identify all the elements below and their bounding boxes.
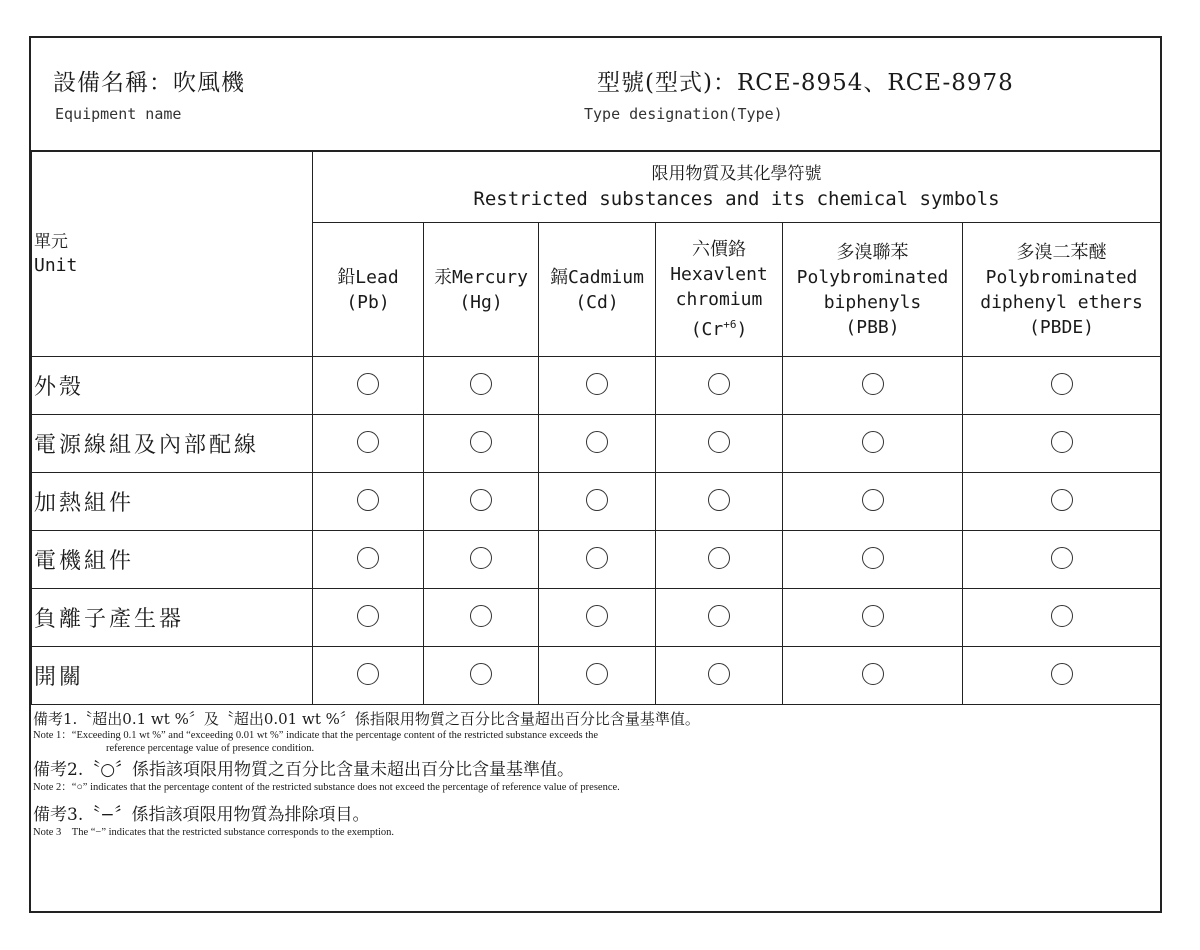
symbol-close: ) <box>736 319 748 340</box>
mark-cell <box>963 589 1161 647</box>
circle-mark-icon <box>862 489 884 511</box>
circle-mark-icon <box>1051 605 1073 627</box>
type-designation-en: Type designation(Type) <box>584 105 783 123</box>
circle-mark-icon <box>586 431 608 453</box>
column-header-line: chromium <box>675 289 763 310</box>
note-2-en: Note 2：“○” indicates that the percentage content of the restricted substance does not exceed the percentage of reference value of presence. <box>33 782 620 793</box>
rohs-declaration-document <box>29 36 1162 913</box>
mark-cell <box>783 589 963 647</box>
circle-mark-icon <box>586 373 608 395</box>
column-header-cadmium <box>539 223 656 357</box>
column-header-pbde <box>963 223 1161 357</box>
row-label: 開關 <box>32 647 313 705</box>
mark-cell <box>963 357 1161 415</box>
note-2-zh: 備考2.〝○〞係指該項限用物質之百分比含量未超出百分比含量基準值。 <box>33 760 575 780</box>
mark-cell <box>963 473 1161 531</box>
column-header-pbb <box>783 223 963 357</box>
equipment-name-en: Equipment name <box>55 105 182 123</box>
circle-mark-icon <box>586 605 608 627</box>
note-1-en-continued: reference percentage value of presence condition. <box>106 743 315 754</box>
mark-cell <box>963 415 1161 473</box>
mark-cell <box>539 531 656 589</box>
column-header-line: 鎘Cadmium <box>550 266 644 288</box>
mark-cell <box>783 357 963 415</box>
unit-label-zh: 單元 <box>34 231 68 252</box>
circle-mark-icon <box>862 663 884 685</box>
column-header-line: (Pb) <box>346 291 390 313</box>
column-header-line: Hexavlent <box>670 264 768 285</box>
table-row <box>32 473 1161 531</box>
column-header-line: 六價鉻 <box>692 239 746 260</box>
mark-cell <box>539 589 656 647</box>
unit-header-cell <box>32 151 313 357</box>
column-header-lead <box>313 223 424 357</box>
mark-cell <box>539 357 656 415</box>
column-header-hexavalent-chromium <box>656 223 783 357</box>
row-label: 電機組件 <box>32 531 313 589</box>
mark-cell <box>313 415 424 473</box>
note-1-zh: 備考1.〝超出0.1 wt %〞及〝超出0.01 wt %〞係指限用物質之百分比含量超出百分比含量基準值。 <box>33 710 700 728</box>
mark-cell <box>656 415 783 473</box>
mark-cell <box>656 647 783 705</box>
symbol-text: (Cr <box>690 319 724 340</box>
circle-mark-icon <box>1051 431 1073 453</box>
circle-mark-icon <box>357 489 379 511</box>
mark-cell <box>963 647 1161 705</box>
circle-mark-icon <box>862 547 884 569</box>
note-1-en: Note 1：“Exceeding 0.1 wt %” and “exceeding 0.01 wt %” indicate that the percentage content of the restricted substance exceeds the <box>33 730 599 741</box>
circle-mark-icon <box>1051 663 1073 685</box>
mark-cell <box>424 415 539 473</box>
notes-section <box>33 710 1158 839</box>
circle-mark-icon <box>470 431 492 453</box>
circle-mark-icon <box>1051 547 1073 569</box>
circle-mark-icon <box>357 431 379 453</box>
circle-mark-icon <box>357 605 379 627</box>
mark-cell <box>783 415 963 473</box>
column-header-line: (Cd) <box>575 291 619 313</box>
mark-cell <box>783 473 963 531</box>
mark-cell <box>313 357 424 415</box>
column-header-line: 多溴二苯醚 <box>1016 241 1107 263</box>
column-header-line: Polybrominated <box>985 266 1138 288</box>
substances-title-en: Restricted substances and its chemical symbols <box>473 187 1000 210</box>
column-header-symbol <box>656 312 782 342</box>
mark-cell <box>539 473 656 531</box>
circle-mark-icon <box>708 547 730 569</box>
circle-mark-icon <box>470 663 492 685</box>
column-header-line: (PBDE) <box>1029 316 1095 338</box>
circle-mark-icon <box>1051 489 1073 511</box>
row-label: 外殼 <box>32 357 313 415</box>
column-header-line: diphenyl ethers <box>980 291 1143 313</box>
mark-cell <box>656 589 783 647</box>
mark-cell <box>539 647 656 705</box>
circle-mark-icon <box>708 663 730 685</box>
table-body <box>32 357 1161 705</box>
circle-mark-icon <box>586 663 608 685</box>
table-row <box>32 647 1161 705</box>
substances-title-zh: 限用物質及其化學符號 <box>651 163 822 184</box>
circle-mark-icon <box>586 489 608 511</box>
row-label: 負離子產生器 <box>32 589 313 647</box>
mark-cell <box>313 531 424 589</box>
mark-cell <box>424 589 539 647</box>
column-header-line: (PBB) <box>845 316 900 338</box>
mark-cell <box>656 531 783 589</box>
circle-mark-icon <box>708 431 730 453</box>
circle-mark-icon <box>708 373 730 395</box>
substances-group-header <box>313 151 1161 223</box>
equipment-name-zh: 設備名稱：吹風機 <box>53 70 245 96</box>
mark-cell <box>313 589 424 647</box>
mark-cell <box>539 415 656 473</box>
column-header-line: biphenyls <box>823 291 922 313</box>
circle-mark-icon <box>470 547 492 569</box>
note-3-en: Note 3 The “−” indicates that the restricted substance corresponds to the exemption. <box>33 827 395 838</box>
circle-mark-icon <box>862 373 884 395</box>
circle-mark-icon <box>470 489 492 511</box>
mark-cell <box>313 473 424 531</box>
circle-mark-icon <box>708 605 730 627</box>
circle-mark-icon <box>357 373 379 395</box>
mark-cell <box>424 473 539 531</box>
circle-mark-icon <box>470 373 492 395</box>
table-row <box>32 589 1161 647</box>
restricted-substances-table <box>31 150 1161 705</box>
mark-cell <box>656 473 783 531</box>
column-header-line: (Hg) <box>459 291 503 313</box>
row-label: 電源線組及內部配線 <box>32 415 313 473</box>
mark-cell <box>424 357 539 415</box>
circle-mark-icon <box>1051 373 1073 395</box>
mark-cell <box>963 531 1161 589</box>
document-header <box>31 38 1160 152</box>
table-row <box>32 531 1161 589</box>
note-3-zh: 備考3.〝−〞係指該項限用物質為排除項目。 <box>33 805 370 825</box>
column-header-line: Polybrominated <box>796 266 949 288</box>
mark-cell <box>656 357 783 415</box>
mark-cell <box>424 647 539 705</box>
type-designation-zh: 型號(型式)：RCE-8954、RCE-8978 <box>597 70 1014 96</box>
mark-cell <box>783 531 963 589</box>
table-row <box>32 357 1161 415</box>
column-header-line: 鉛Lead <box>337 266 399 288</box>
circle-mark-icon <box>586 547 608 569</box>
row-label: 加熱組件 <box>32 473 313 531</box>
column-header-mercury <box>424 223 539 357</box>
circle-mark-icon <box>862 431 884 453</box>
circle-mark-icon <box>708 489 730 511</box>
mark-cell <box>313 647 424 705</box>
circle-mark-icon <box>470 605 492 627</box>
unit-label-en: Unit <box>34 254 78 276</box>
table-row <box>32 415 1161 473</box>
circle-mark-icon <box>357 663 379 685</box>
circle-mark-icon <box>862 605 884 627</box>
mark-cell <box>424 531 539 589</box>
column-header-line: 汞Mercury <box>434 266 528 288</box>
column-header-line: 多溴聯苯 <box>836 241 909 263</box>
circle-mark-icon <box>357 547 379 569</box>
symbol-superscript: +6 <box>723 318 737 331</box>
mark-cell <box>783 647 963 705</box>
